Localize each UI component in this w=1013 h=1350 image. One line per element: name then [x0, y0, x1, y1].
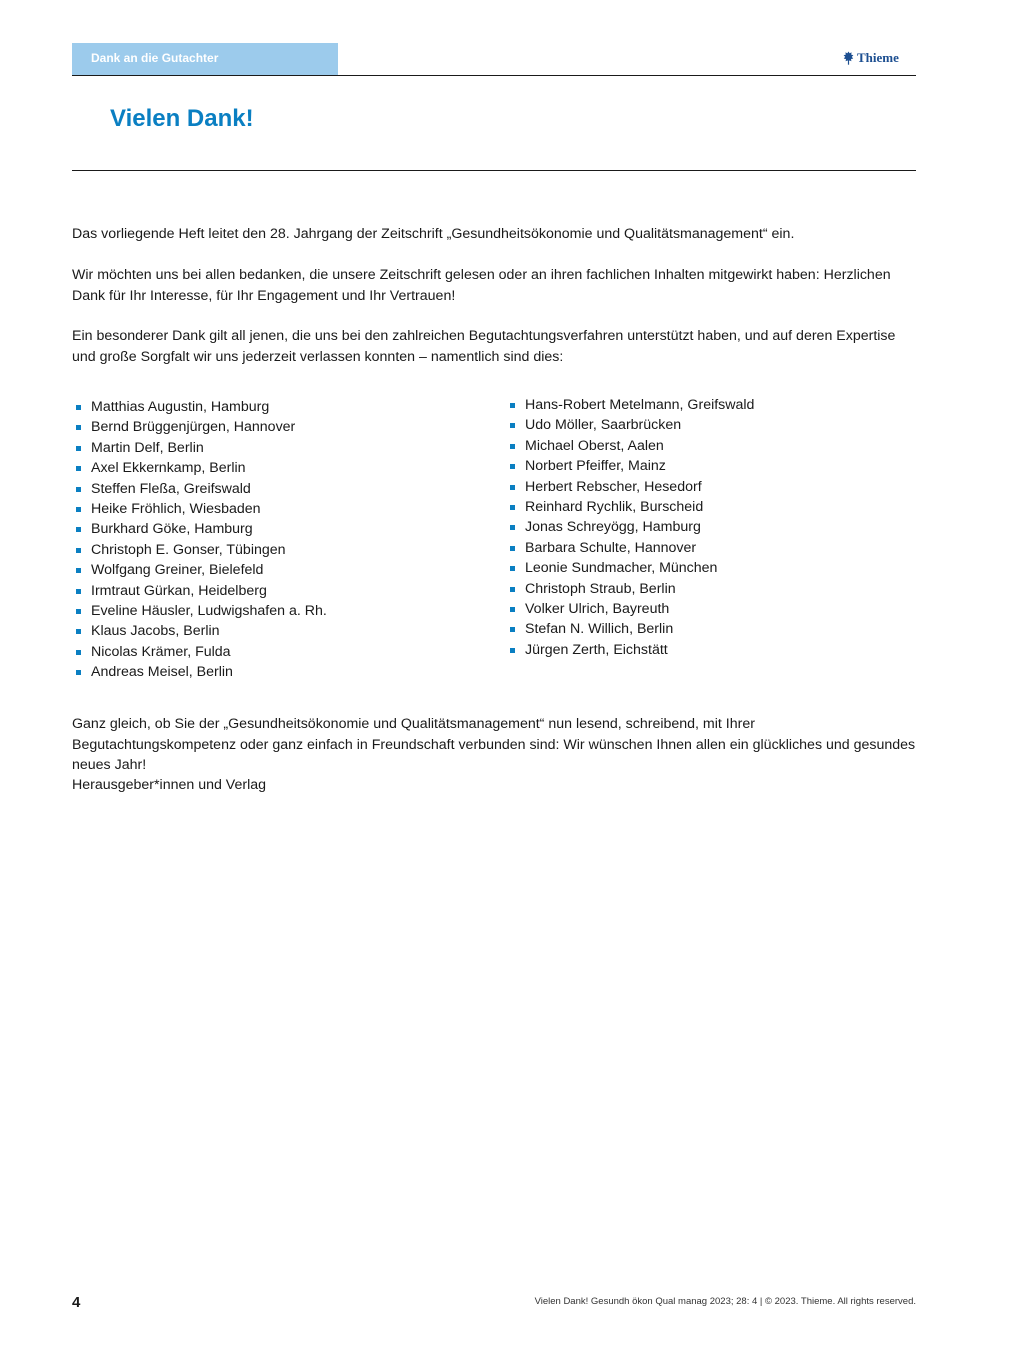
list-item [72, 621, 327, 641]
list-item [72, 519, 327, 539]
reviewer-name: Burkhard Göke, Hamburg [91, 521, 253, 538]
reviewer-name: Hans-Robert Metelmann, Greifswald [525, 397, 755, 413]
page-number: 4 [72, 1294, 81, 1311]
closing-paragraph: Ganz gleich, ob Sie der „Gesundheitsökonomie und Qualitätsmanagement“ nun lesend, schreibend, mit Ihrer Begutachtungskompetenz oder ganz einfach in Freundschaft verbunden sind: Wir wünschen Ihnen allen ein glückliches und gesundes neues Jahr! [72, 716, 916, 773]
bullet-icon [510, 587, 515, 592]
bullet-icon [76, 589, 81, 594]
bullet-icon [510, 423, 515, 428]
list-item [72, 438, 327, 458]
bullet-icon [510, 627, 515, 632]
reviewer-name: Reinhard Rychlik, Burscheid [525, 498, 704, 515]
reviewer-name: Wolfgang Greiner, Bielefeld [91, 562, 264, 579]
bullet-icon [76, 548, 81, 553]
intro-paragraph: Das vorliegende Heft leitet den 28. Jahrgang der Zeitschrift „Gesundheitsökonomie und Qualitätsmanagement“ ein. [72, 226, 795, 242]
list-item [72, 499, 327, 519]
reviewer-name: Norbert Pfeiffer, Mainz [525, 458, 666, 475]
bullet-icon [510, 546, 515, 551]
list-item [72, 397, 327, 417]
list-item [72, 642, 327, 662]
section-tab [72, 43, 338, 75]
reviewer-name: Herbert Rebscher, Hesedorf [525, 478, 702, 495]
reviewer-name: Barbara Schulte, Hannover [525, 539, 697, 556]
bullet-icon [510, 505, 515, 510]
reviewer-name: Jürgen Zerth, Eichstätt [525, 641, 668, 658]
bullet-icon [76, 446, 81, 451]
reviewer-name: Irmtraut Gürkan, Heidelberg [91, 582, 267, 599]
thieme-logo-icon [843, 51, 854, 65]
title-divider [72, 170, 916, 171]
thanks-paragraph: Wir möchten uns bei allen bedanken, die unsere Zeitschrift gelesen oder an ihren fachlichen Inhalten mitgewirkt haben: Herzlichen Dank für Ihr Interesse, für Ihr Engagement und Ihr Vertrauen! [72, 267, 891, 304]
bullet-icon [76, 466, 81, 471]
section-label: Dank an die Gutachter [91, 51, 219, 65]
footer-citation: Vielen Dank! Gesundh ökon Qual manag 2023; 28: 4 | © 2023. Thieme. All rights reserved. [534, 1296, 916, 1307]
bullet-icon [76, 507, 81, 512]
reviewer-name: Michael Oberst, Aalen [525, 437, 664, 454]
list-item [506, 579, 754, 599]
list-item [506, 640, 754, 660]
bullet-icon [510, 648, 515, 653]
page-title: Vielen Dank! [110, 105, 254, 132]
bullet-icon [76, 650, 81, 655]
reviewer-name: Bernd Brüggenjürgen, Hannover [91, 419, 296, 436]
reviewer-name: Leonie Sundmacher, München [525, 560, 718, 577]
list-item [72, 601, 327, 621]
reviewer-name: Jonas Schreyögg, Hamburg [525, 519, 701, 536]
list-item [72, 458, 327, 478]
list-item [506, 558, 754, 578]
reviewer-name: Martin Delf, Berlin [91, 439, 204, 456]
list-item [506, 619, 754, 639]
list-item [72, 479, 327, 499]
bullet-icon [510, 444, 515, 449]
reviewer-name: Steffen Fleßa, Greifswald [91, 480, 251, 497]
bullet-icon [510, 464, 515, 469]
bullet-icon [510, 525, 515, 530]
reviewer-name: Udo Möller, Saarbrücken [525, 417, 682, 434]
bullet-icon [76, 487, 81, 492]
bullet-icon [510, 485, 515, 490]
bullet-icon [510, 403, 515, 408]
list-item [72, 581, 327, 601]
list-item [72, 560, 327, 580]
reviewer-list-right [506, 395, 754, 660]
signature: Herausgeber*innen und Verlag [72, 777, 267, 793]
reviewer-name: Christoph Straub, Berlin [525, 580, 676, 597]
bullet-icon [76, 405, 81, 410]
list-item [72, 417, 327, 437]
header-divider [72, 75, 916, 76]
reviewer-name: Stefan N. Willich, Berlin [525, 621, 674, 638]
reviewer-name: Matthias Augustin, Hamburg [91, 399, 270, 415]
list-item [506, 477, 754, 497]
bullet-icon [76, 609, 81, 614]
bullet-icon [76, 527, 81, 532]
list-item [72, 540, 327, 560]
list-item [506, 395, 754, 415]
brand-logo [843, 50, 899, 66]
reviewers-intro-paragraph: Ein besonderer Dank gilt all jenen, die uns bei den zahlreichen Begutachtungsverfahren unterstützt haben, und auf deren Expertise und große Sorgfalt wir uns jederzeit verlassen konnten – namentlich sind dies: [72, 328, 896, 365]
list-item [506, 599, 754, 619]
reviewer-list-left [72, 397, 327, 682]
bullet-icon [76, 425, 81, 430]
reviewer-name: Axel Ekkernkamp, Berlin [91, 460, 246, 477]
reviewer-name: Volker Ulrich, Bayreuth [525, 600, 670, 617]
bullet-icon [76, 670, 81, 675]
bullet-icon [76, 568, 81, 573]
bullet-icon [76, 629, 81, 634]
list-item [506, 497, 754, 517]
list-item [506, 415, 754, 435]
reviewer-name: Klaus Jacobs, Berlin [91, 623, 220, 640]
bullet-icon [510, 566, 515, 571]
list-item [506, 538, 754, 558]
bullet-icon [510, 607, 515, 612]
list-item [506, 436, 754, 456]
reviewer-name: Christoph E. Gonser, Tübingen [91, 541, 286, 558]
reviewer-name: Andreas Meisel, Berlin [91, 664, 233, 681]
reviewer-name: Heike Fröhlich, Wiesbaden [91, 500, 261, 517]
list-item [506, 517, 754, 537]
list-item [72, 662, 327, 682]
reviewer-name: Eveline Häusler, Ludwigshafen a. Rh. [91, 602, 327, 619]
brand-name: Thieme [857, 50, 899, 65]
reviewer-name: Nicolas Krämer, Fulda [91, 643, 231, 660]
list-item [506, 456, 754, 476]
